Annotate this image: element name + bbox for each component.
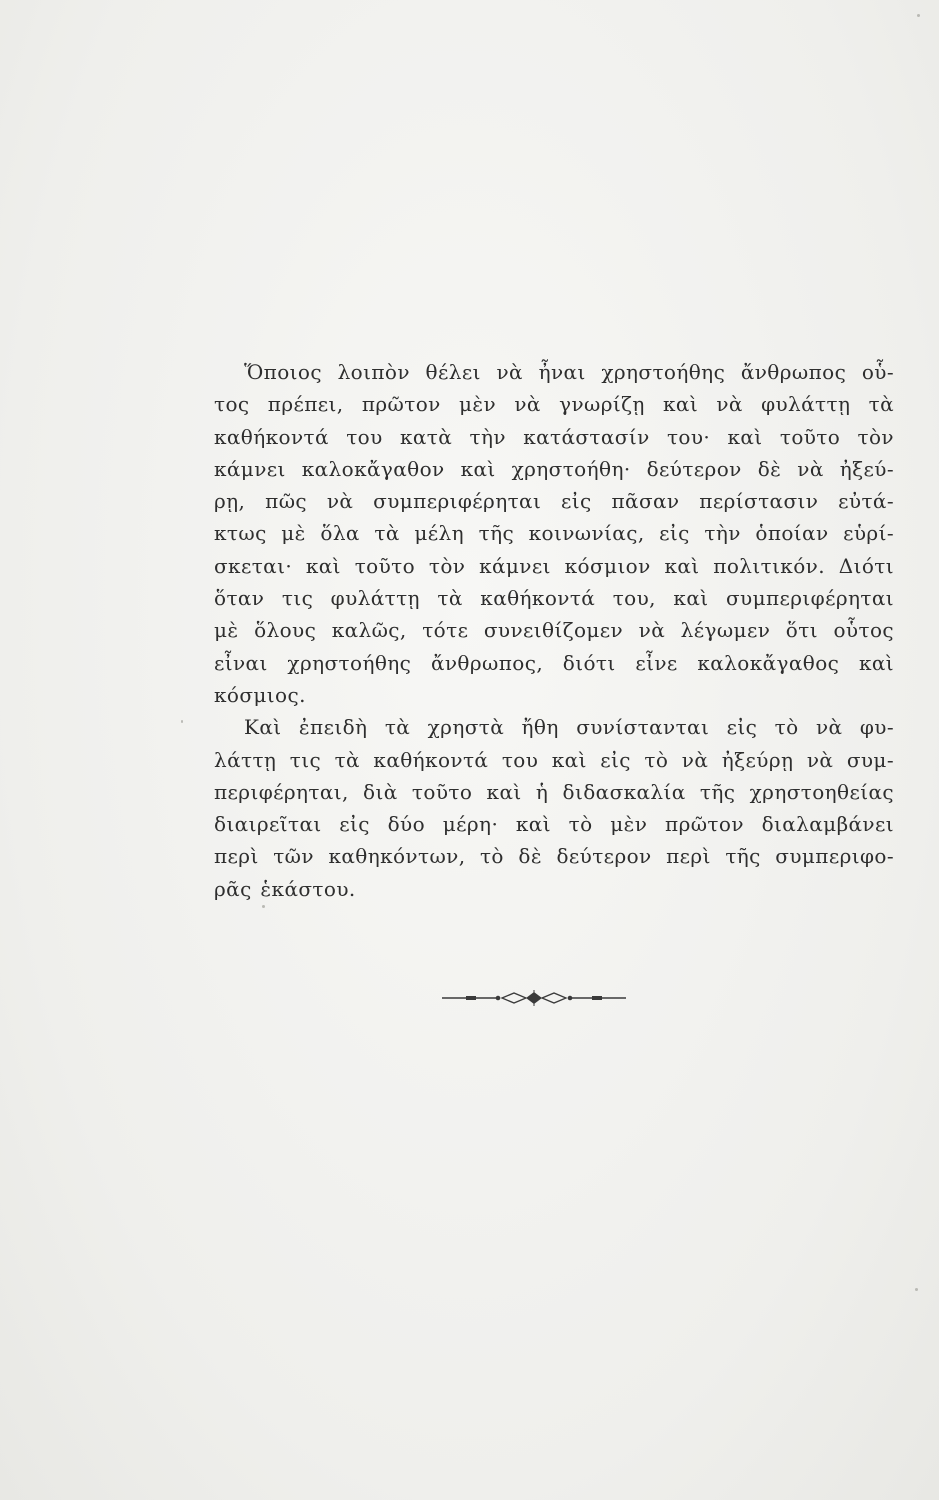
paper-speck	[917, 14, 920, 17]
paper-speck	[915, 1288, 918, 1291]
text-line: διαιρεῖται εἰς δύο μέρη· καὶ τὸ μὲν πρῶτον διαλαμβάνει	[214, 812, 894, 837]
text-line: Ὅποιος λοιπὸν θέλει νὰ ἦναι χρηστοήθης ἄνθρωπος οὗ-	[244, 360, 894, 384]
text-line: εἶναι χρηστοήθης ἄνθρωπος, διότι εἶνε καλοκἄγαθος καὶ	[214, 650, 894, 675]
text-line: κόσμιος.	[214, 682, 306, 707]
text-line: τος πρέπει, πρῶτον μὲν νὰ γνωρίζῃ καὶ νὰ φυλάττῃ τὰ	[214, 392, 894, 417]
text-line: καθήκοντά του κατὰ τὴν κατάστασίν του· καὶ τοῦτο τὸν	[214, 424, 894, 449]
text-line: κάμνει καλοκἄγαθον καὶ χρηστοήθη· δεύτερον δὲ νὰ ἠξεύ-	[214, 456, 894, 481]
text-line: λάττῃ τις τὰ καθήκοντά του καὶ εἰς τὸ νὰ ἠξεύρῃ νὰ συμ-	[214, 747, 894, 772]
text-line: ρᾶς ἑκάστου.	[214, 876, 356, 901]
text-line: περὶ τῶν καθηκόντων, τὸ δὲ δεύτερον περὶ τῆς συμπεριφο-	[214, 844, 894, 869]
paper-speck	[181, 720, 183, 723]
text-line: Καὶ ἐπειδὴ τὰ χρηστὰ ἤθη συνίστανται εἰς τὸ νὰ φυ-	[244, 715, 894, 740]
body-text	[214, 356, 894, 905]
text-line: ρῃ, πῶς νὰ συμπεριφέρηται εἰς πᾶσαν περίστασιν εὐτά-	[214, 489, 894, 514]
paper-speck	[262, 905, 265, 908]
text-line: περιφέρηται, διὰ τοῦτο καὶ ἡ διδασκαλία τῆς χρηστοηθείας	[214, 779, 894, 804]
text-line: σκεται· καὶ τοῦτο τὸν κάμνει κόσμιον καὶ πολιτικόν. Διότι	[214, 553, 894, 578]
text-line: κτως μὲ ὅλα τὰ μέλη τῆς κοινωνίας, εἰς τὴν ὁποίαν εὑρί-	[214, 521, 894, 546]
ornament-divider-icon	[440, 990, 630, 1006]
text-line: μὲ ὅλους καλῶς, τότε συνειθίζομεν νὰ λέγωμεν ὅτι οὗτος	[214, 618, 894, 643]
text-line: ὅταν τις φυλάττῃ τὰ καθήκοντά του, καὶ συμπεριφέρηται	[214, 586, 894, 611]
